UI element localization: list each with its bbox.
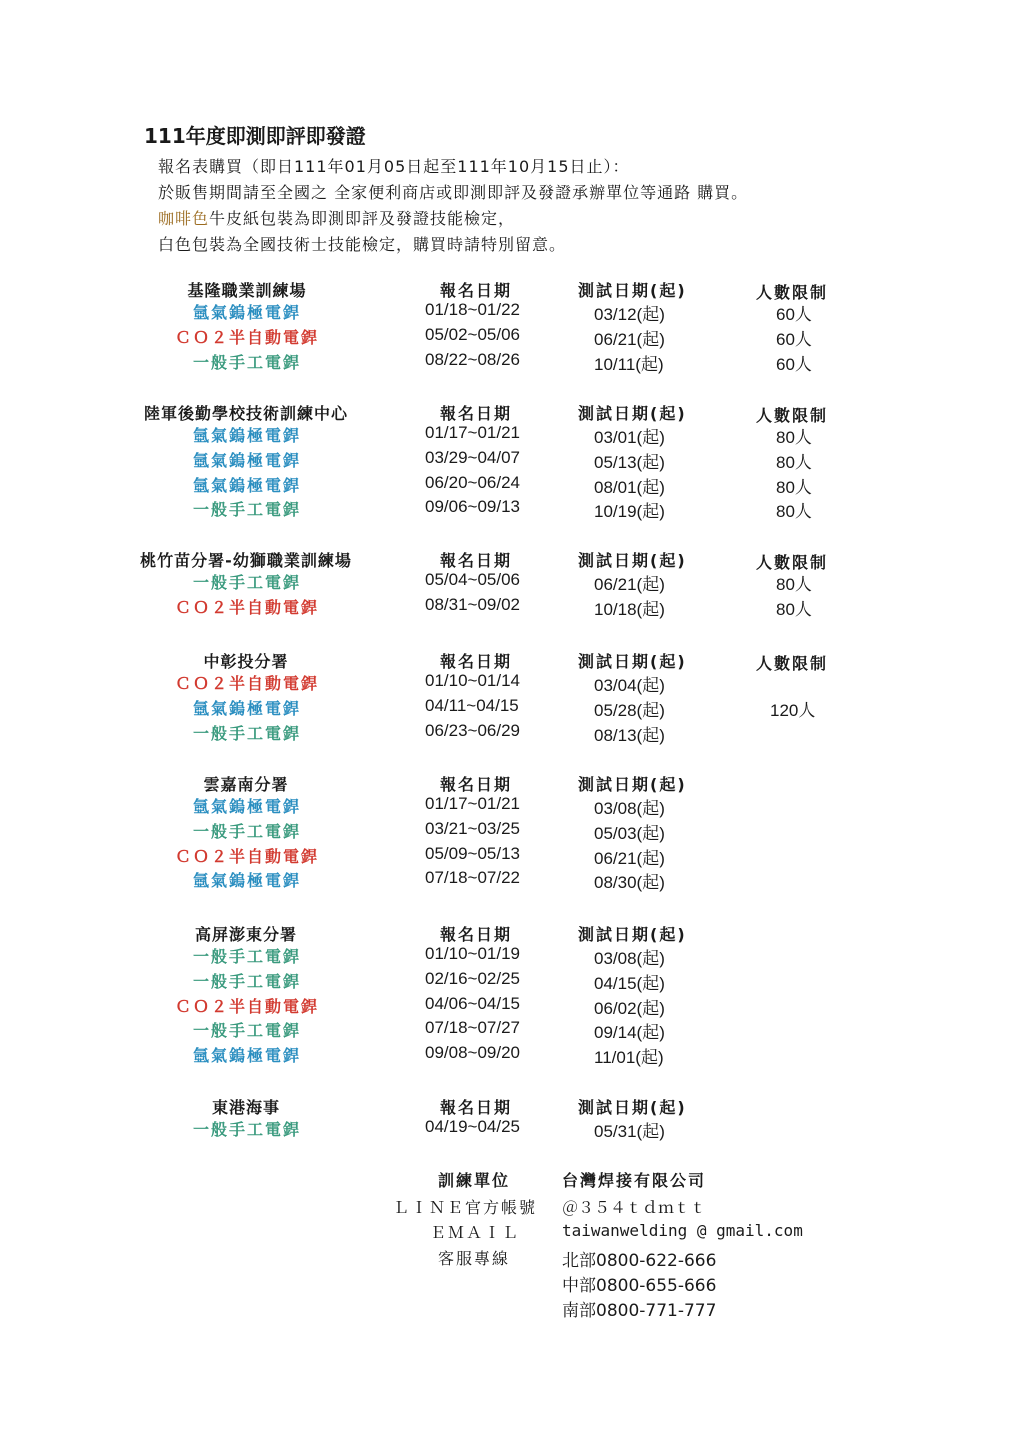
- site-name: 桃竹苗分署-幼獅職業訓練場: [140, 551, 352, 570]
- welding-category: 氬氣鎢極電銲: [192, 450, 302, 470]
- line-account-value: ＠３５４ｔｄｍｔｔ: [562, 1198, 707, 1217]
- schedule-row: [0, 350, 1018, 375]
- email-value: taiwanwelding @ gmail.com: [562, 1221, 803, 1240]
- schedule-row: [0, 819, 1018, 844]
- site-name: 陸軍後勤學校技術訓練中心: [143, 404, 349, 423]
- welding-category: ＣＯ２半自動電銲: [174, 327, 320, 347]
- capacity-limit: 80人: [776, 502, 812, 522]
- capacity-header: 人數限制: [756, 283, 829, 302]
- intro-line-white-package: 白色包裝為全國技術士技能檢定，購買時請特別留意。: [158, 235, 567, 254]
- registration-date: 03/21~03/25: [425, 818, 521, 838]
- capacity-limit: 80人: [776, 477, 812, 497]
- intro-line-purchase-period: 報名表購買（即日111年01月05日起至111年10月15日止）：: [158, 157, 630, 176]
- intro-line-brown-package: [158, 206, 515, 229]
- welding-category: 一般手工電銲: [192, 1021, 302, 1041]
- welding-category: 一般手工電銲: [192, 947, 302, 966]
- test-date: 06/21(起): [594, 575, 665, 594]
- test-date: 04/15(起): [594, 973, 665, 993]
- test-date: 03/01(起): [594, 428, 665, 447]
- registration-date: 03/29~04/07: [425, 447, 521, 467]
- welding-category: 氬氣鎢極電銲: [192, 698, 302, 718]
- capacity-limit: 60人: [776, 329, 812, 349]
- test-date: 05/03(起): [594, 823, 665, 843]
- test-date: 10/18(起): [594, 599, 665, 619]
- schedule-row: [0, 448, 1018, 473]
- registration-date: 05/09~05/13: [425, 843, 521, 863]
- registration-date-header: 報名日期: [440, 551, 513, 570]
- test-date-header: 測試日期(起): [578, 1098, 687, 1117]
- registration-date-header: 報名日期: [440, 404, 513, 423]
- registration-date-header: 報名日期: [440, 925, 513, 944]
- welding-category: 一般手工電銲: [192, 723, 302, 743]
- test-date-header: 測試日期(起): [578, 775, 687, 794]
- capacity-limit: 80人: [776, 575, 812, 594]
- registration-date: 09/08~09/20: [425, 1043, 521, 1063]
- registration-date: 01/10~01/14: [425, 671, 521, 690]
- site-name: 高屏澎東分署: [194, 925, 298, 944]
- test-date: 06/02(起): [594, 998, 665, 1018]
- test-date: 06/21(起): [594, 848, 665, 868]
- welding-category: ＣＯ２半自動電銲: [174, 674, 320, 693]
- site-name: 基隆職業訓練場: [187, 281, 307, 300]
- email-label: ＥＭＡＩＬ: [430, 1223, 521, 1242]
- site-name: 雲嘉南分署: [203, 775, 289, 794]
- welding-category: 一般手工電銲: [192, 971, 302, 991]
- schedule-row: [0, 671, 1018, 696]
- schedule-row: [0, 994, 1018, 1019]
- test-date: 03/04(起): [594, 676, 665, 695]
- intro-line-purchase-channel: 於販售期間請至全國之 全家便利商店或即測即評及發證承辦單位等通路 購買。: [158, 183, 749, 202]
- registration-date: 01/10~01/19: [425, 944, 521, 963]
- registration-date: 07/18~07/27: [425, 1018, 521, 1038]
- registration-date: 05/04~05/06: [425, 570, 521, 589]
- welding-category: 氬氣鎢極電銲: [192, 426, 302, 445]
- page-title: 111年度即測即評即發證: [144, 124, 366, 148]
- capacity-limit: 80人: [776, 452, 812, 472]
- test-date: 03/08(起): [594, 799, 665, 818]
- hotline-central: 中部0800-655-666: [562, 1276, 717, 1296]
- hotline-label: 客服專線: [438, 1249, 511, 1268]
- schedule-row: [0, 944, 1018, 969]
- test-date-header: 測試日期(起): [578, 551, 687, 570]
- hotline-north: 北部0800-622-666: [562, 1251, 717, 1271]
- test-date: 10/11(起): [594, 354, 664, 374]
- site-name: 中彰投分署: [203, 652, 289, 671]
- registration-date: 05/02~05/06: [425, 324, 521, 344]
- test-date-header: 測試日期(起): [578, 281, 687, 300]
- test-date: 09/14(起): [594, 1023, 665, 1043]
- training-unit-label: 訓練單位: [438, 1171, 511, 1190]
- registration-date: 01/18~01/22: [425, 300, 521, 319]
- test-date: 06/21(起): [594, 329, 665, 349]
- registration-date: 09/06~09/13: [425, 497, 521, 517]
- welding-category: 一般手工電銲: [192, 352, 302, 372]
- test-date: 05/13(起): [594, 452, 665, 472]
- registration-date: 04/11~04/15: [425, 695, 519, 715]
- registration-date-header: 報名日期: [440, 652, 513, 671]
- test-date-header: 測試日期(起): [578, 925, 687, 944]
- schedule-row: [0, 570, 1018, 595]
- registration-date: 08/31~09/02: [425, 594, 521, 614]
- test-date: 03/08(起): [594, 949, 665, 968]
- registration-date: 06/23~06/29: [425, 720, 521, 740]
- registration-date: 06/20~06/24: [425, 472, 521, 492]
- brown-package-text: 牛皮紙包裝為即測即評及發證技能檢定，: [209, 209, 516, 228]
- registration-date: 01/17~01/21: [425, 794, 521, 813]
- schedule-row: [0, 696, 1018, 721]
- capacity-header: 人數限制: [756, 406, 829, 425]
- welding-category: 一般手工電銲: [192, 573, 302, 592]
- welding-category: ＣＯ２半自動電銲: [174, 597, 320, 617]
- registration-date: 02/16~02/25: [425, 968, 521, 988]
- schedule-row: [0, 423, 1018, 448]
- schedule-row: [0, 1043, 1018, 1068]
- brown-keyword: 咖啡色: [158, 209, 210, 228]
- welding-category: 氬氣鎢極電銲: [192, 1046, 302, 1066]
- capacity-header: 人數限制: [756, 553, 829, 572]
- capacity-limit: 80人: [776, 428, 812, 447]
- registration-date-header: 報名日期: [440, 775, 513, 794]
- registration-date: 01/17~01/21: [425, 423, 521, 442]
- test-date: 11/01(起): [594, 1048, 664, 1068]
- schedule-row: [0, 1117, 1018, 1142]
- test-date: 05/28(起): [594, 700, 665, 720]
- schedule-row: [0, 497, 1018, 522]
- registration-date-header: 報名日期: [440, 281, 513, 300]
- welding-category: 一般手工電銲: [192, 821, 302, 841]
- test-date: 03/12(起): [594, 305, 665, 324]
- test-date-header: 測試日期(起): [578, 404, 687, 423]
- welding-category: ＣＯ２半自動電銲: [174, 846, 320, 866]
- welding-category: 氬氣鎢極電銲: [192, 797, 302, 816]
- registration-date-header: 報名日期: [440, 1098, 513, 1117]
- registration-date: 07/18~07/22: [425, 868, 521, 888]
- test-date: 08/01(起): [594, 477, 665, 497]
- schedule-row: [0, 595, 1018, 620]
- schedule-row: [0, 300, 1018, 325]
- schedule-row: [0, 794, 1018, 819]
- test-date: 10/19(起): [594, 502, 665, 522]
- training-unit-value: 台灣焊接有限公司: [562, 1171, 707, 1190]
- schedule-row: [0, 721, 1018, 746]
- capacity-limit: 80人: [776, 599, 812, 619]
- registration-date: 08/22~08/26: [425, 349, 521, 369]
- schedule-row: [0, 325, 1018, 350]
- schedule-row: [0, 969, 1018, 994]
- welding-category: 一般手工電銲: [192, 500, 302, 520]
- welding-category: ＣＯ２半自動電銲: [174, 996, 320, 1016]
- schedule-row: [0, 1018, 1018, 1043]
- welding-category: 氬氣鎢極電銲: [192, 475, 302, 495]
- schedule-row: [0, 473, 1018, 498]
- site-name: 東港海事: [211, 1098, 281, 1117]
- registration-date: 04/19~04/25: [425, 1117, 521, 1136]
- capacity-limit: 60人: [776, 354, 812, 374]
- test-date-header: 測試日期(起): [578, 652, 687, 671]
- hotline-south: 南部0800-771-777: [562, 1301, 717, 1321]
- schedule-row: [0, 868, 1018, 893]
- capacity-header: 人數限制: [756, 654, 829, 673]
- test-date: 05/31(起): [594, 1122, 665, 1141]
- capacity-limit: 120人: [770, 700, 816, 720]
- schedule-row: [0, 844, 1018, 869]
- registration-date: 04/06~04/15: [425, 993, 521, 1013]
- test-date: 08/30(起): [594, 873, 665, 893]
- capacity-limit: 60人: [776, 305, 812, 324]
- welding-category: 氬氣鎢極電銲: [192, 871, 302, 891]
- welding-category: 氬氣鎢極電銲: [192, 303, 302, 322]
- line-account-label: ＬＩＮＥ官方帳號: [393, 1198, 538, 1217]
- test-date: 08/13(起): [594, 725, 665, 745]
- welding-category: 一般手工電銲: [192, 1120, 302, 1139]
